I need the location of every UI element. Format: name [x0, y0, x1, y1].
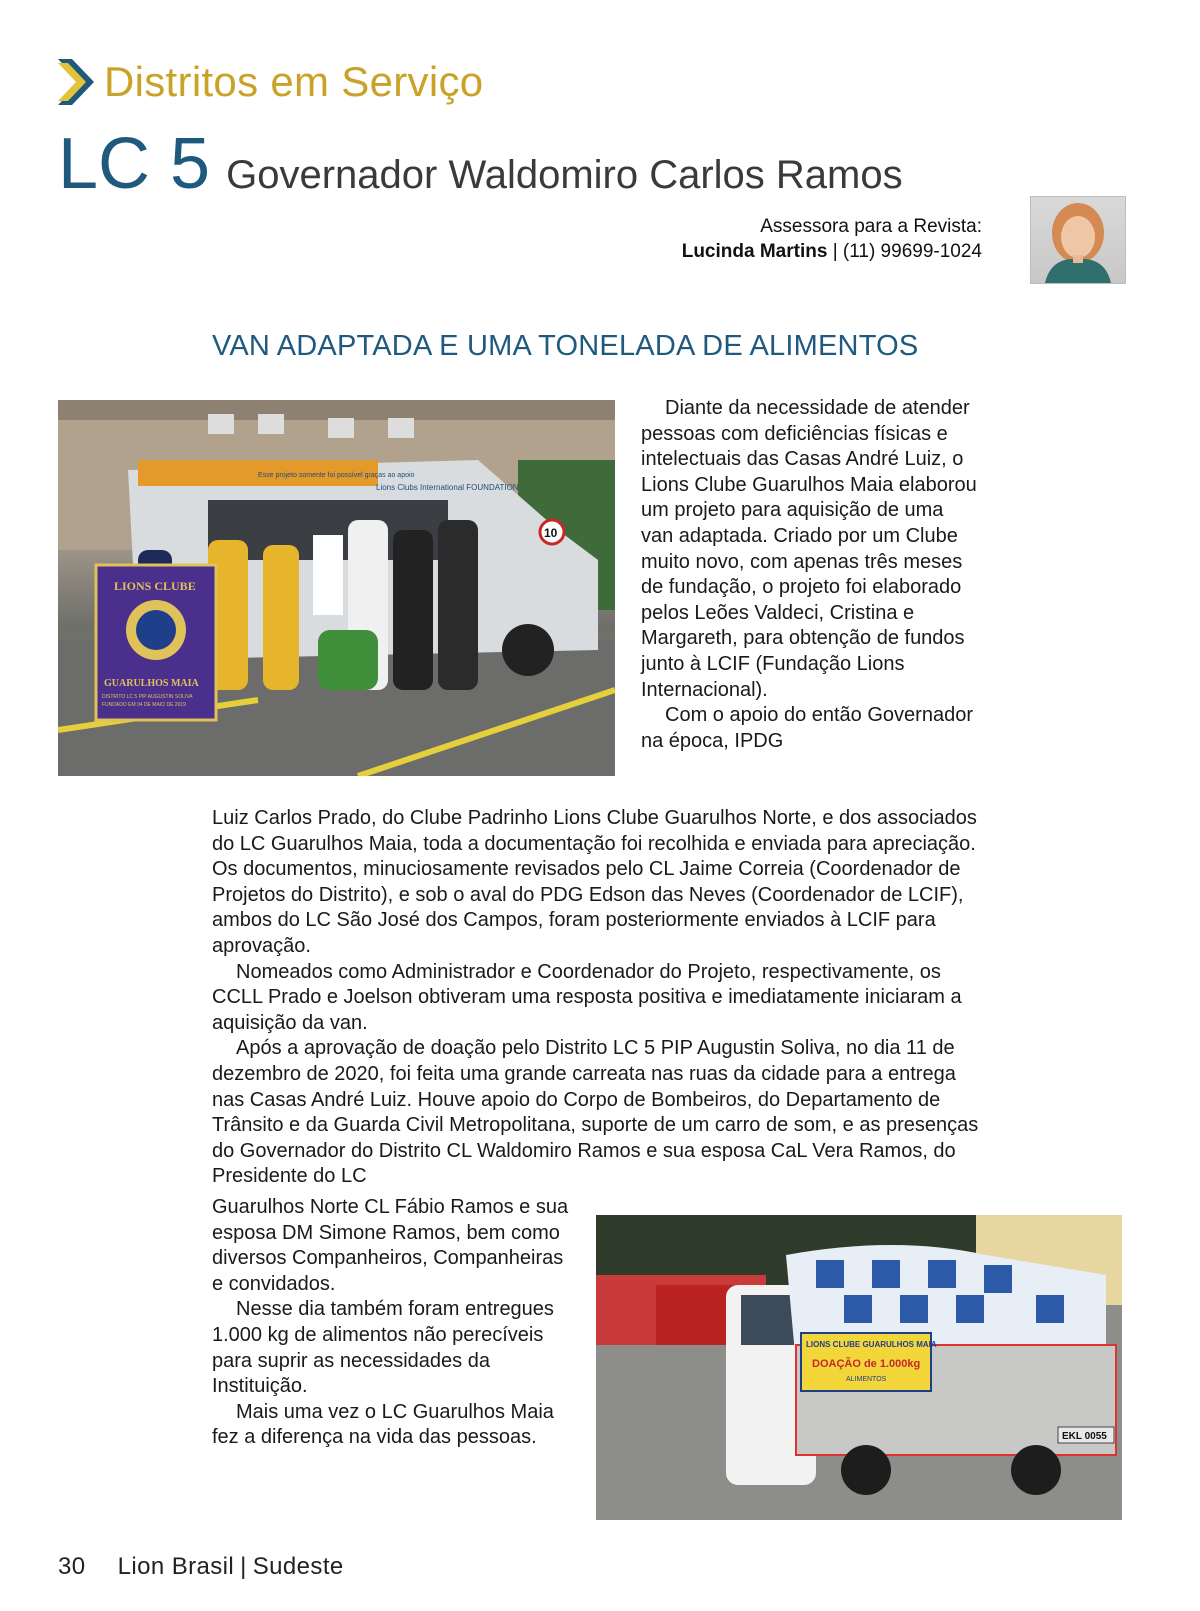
article-column-top — [641, 396, 981, 754]
paragraph: Guarulhos Norte CL Fábio Ramos e sua esposa DM Simone Ramos, bem como diversos Companheiros, Companheiras e convidados. — [212, 1196, 569, 1295]
paragraph: Após a aprovação de doação pelo Distrito LC 5 PIP Augustin Soliva, no dia 11 de dezembro de 2020, foi feita uma grande carreata nas ruas da cidade para a entrega nas Casas André Luiz. Houve apoio do Corpo de Bombeiros, do Departamento de Trânsito e da Guarda Civil Metropolitana, suporte de um carro de som, e as presenças do Governador do Distrito CL Waldomiro Ramos e sua esposa CaL Vera Ramos, do Presidente do LC — [212, 1037, 979, 1188]
section-header — [58, 58, 483, 106]
article-headline: VAN ADAPTADA E UMA TONELADA DE ALIMENTOS — [212, 330, 919, 362]
van-text-1: Esse projeto somente foi possível graças ao apoio — [258, 472, 415, 479]
paragraph: Diante da necessidade de atender pessoas com deficiências físicas e intelectuais das Casas André Luiz, o Lions Clube Guarulhos Maia elaborou um projeto para aquisição de uma van adaptada. Criado por um Clube muito novo, com apenas três meses de fundação, o projeto foi elaborado pelos Leões Valdeci, Cristina e Margareth, para obtenção de fundos junto à LCIF (Fundação Lions Internacional). — [641, 397, 977, 701]
banner-line-2: FUNDADO EM 04 DE MAIO DE 2019 — [102, 702, 186, 708]
paragraph: Luiz Carlos Prado, do Clube Padrinho Lions Clube Guarulhos Norte, e dos associados do LC Guarulhos Maia, toda a documentação foi recolhida e enviada para apreciação. Os documentos, minuciosamente revisados pelo CL Jaime Correia (Coordenador de Projetos do Distrito), e sob o aval do PDG Edson das Neves (Coordenador de LCIF), ambos do LC São José dos Campos, foram posteriormente enviados à LCIF para aprovação. — [212, 807, 977, 957]
banner-city: GUARULHOS MAIA — [104, 678, 199, 689]
speed-sign-number: 10 — [544, 526, 558, 540]
article-column-full — [212, 806, 992, 1190]
truck-banner-title: LIONS CLUBE GUARULHOS MAIA — [806, 1340, 937, 1349]
paragraph: Com o apoio do então Governador na época, IPDG — [641, 704, 973, 752]
governor-name: Governador Waldomiro Carlos Ramos — [226, 153, 903, 197]
photo-truck-with-food — [596, 1215, 1122, 1520]
magazine-region: Sudeste — [252, 1553, 344, 1580]
photo-truck-illustration — [596, 1215, 1122, 1520]
advisor-name: Lucinda Martins — [681, 241, 828, 262]
photo-van-illustration — [58, 400, 615, 776]
van-text-2: Lions Clubs International FOUNDATION — [376, 483, 519, 492]
section-title: Distritos em Serviço — [104, 58, 484, 105]
photo-group-with-van — [58, 400, 615, 776]
paragraph: Nomeados como Administrador e Coordenador do Projeto, respectivamente, os CCLL Prado e Joelson obtiveram uma resposta positiva e imediatamente iniciaram a aquisição da van. — [212, 960, 962, 1034]
paragraph: Nesse dia também foram entregues 1.000 kg de alimentos não perecíveis para suprir as necessidades da Instituição. — [212, 1298, 554, 1398]
magazine-name: Lion Brasil — [117, 1553, 235, 1580]
advisor-contact — [682, 239, 982, 264]
page-footer: 30 Lion Brasil | Sudeste — [58, 1553, 344, 1580]
advisor-phone: | (11) 99699-1024 — [832, 241, 982, 262]
avatar — [1030, 196, 1126, 284]
truck-plate: EKL 0055 — [1062, 1431, 1107, 1442]
chevron-right-icon — [58, 59, 98, 105]
advisor-block — [682, 214, 982, 264]
truck-banner-sub: ALIMENTOS — [846, 1376, 887, 1383]
article-column-bottom — [212, 1195, 572, 1451]
paragraph: Mais uma vez o LC Guarulhos Maia fez a diferença na vida das pessoas. — [212, 1400, 554, 1449]
district-code: LC 5 — [58, 124, 211, 204]
banner-title: LIONS CLUBE — [114, 579, 196, 593]
district-heading — [58, 124, 903, 204]
banner-line-1: DISTRITO LC 5 PIP AUGUSTIN SOLIVA — [102, 694, 193, 700]
advisor-label: Assessora para a Revista: — [760, 216, 982, 237]
truck-banner-donation: DOAÇÃO de 1.000kg — [812, 1358, 921, 1370]
page-number: 30 — [58, 1553, 86, 1580]
advisor-portrait — [1031, 197, 1125, 283]
